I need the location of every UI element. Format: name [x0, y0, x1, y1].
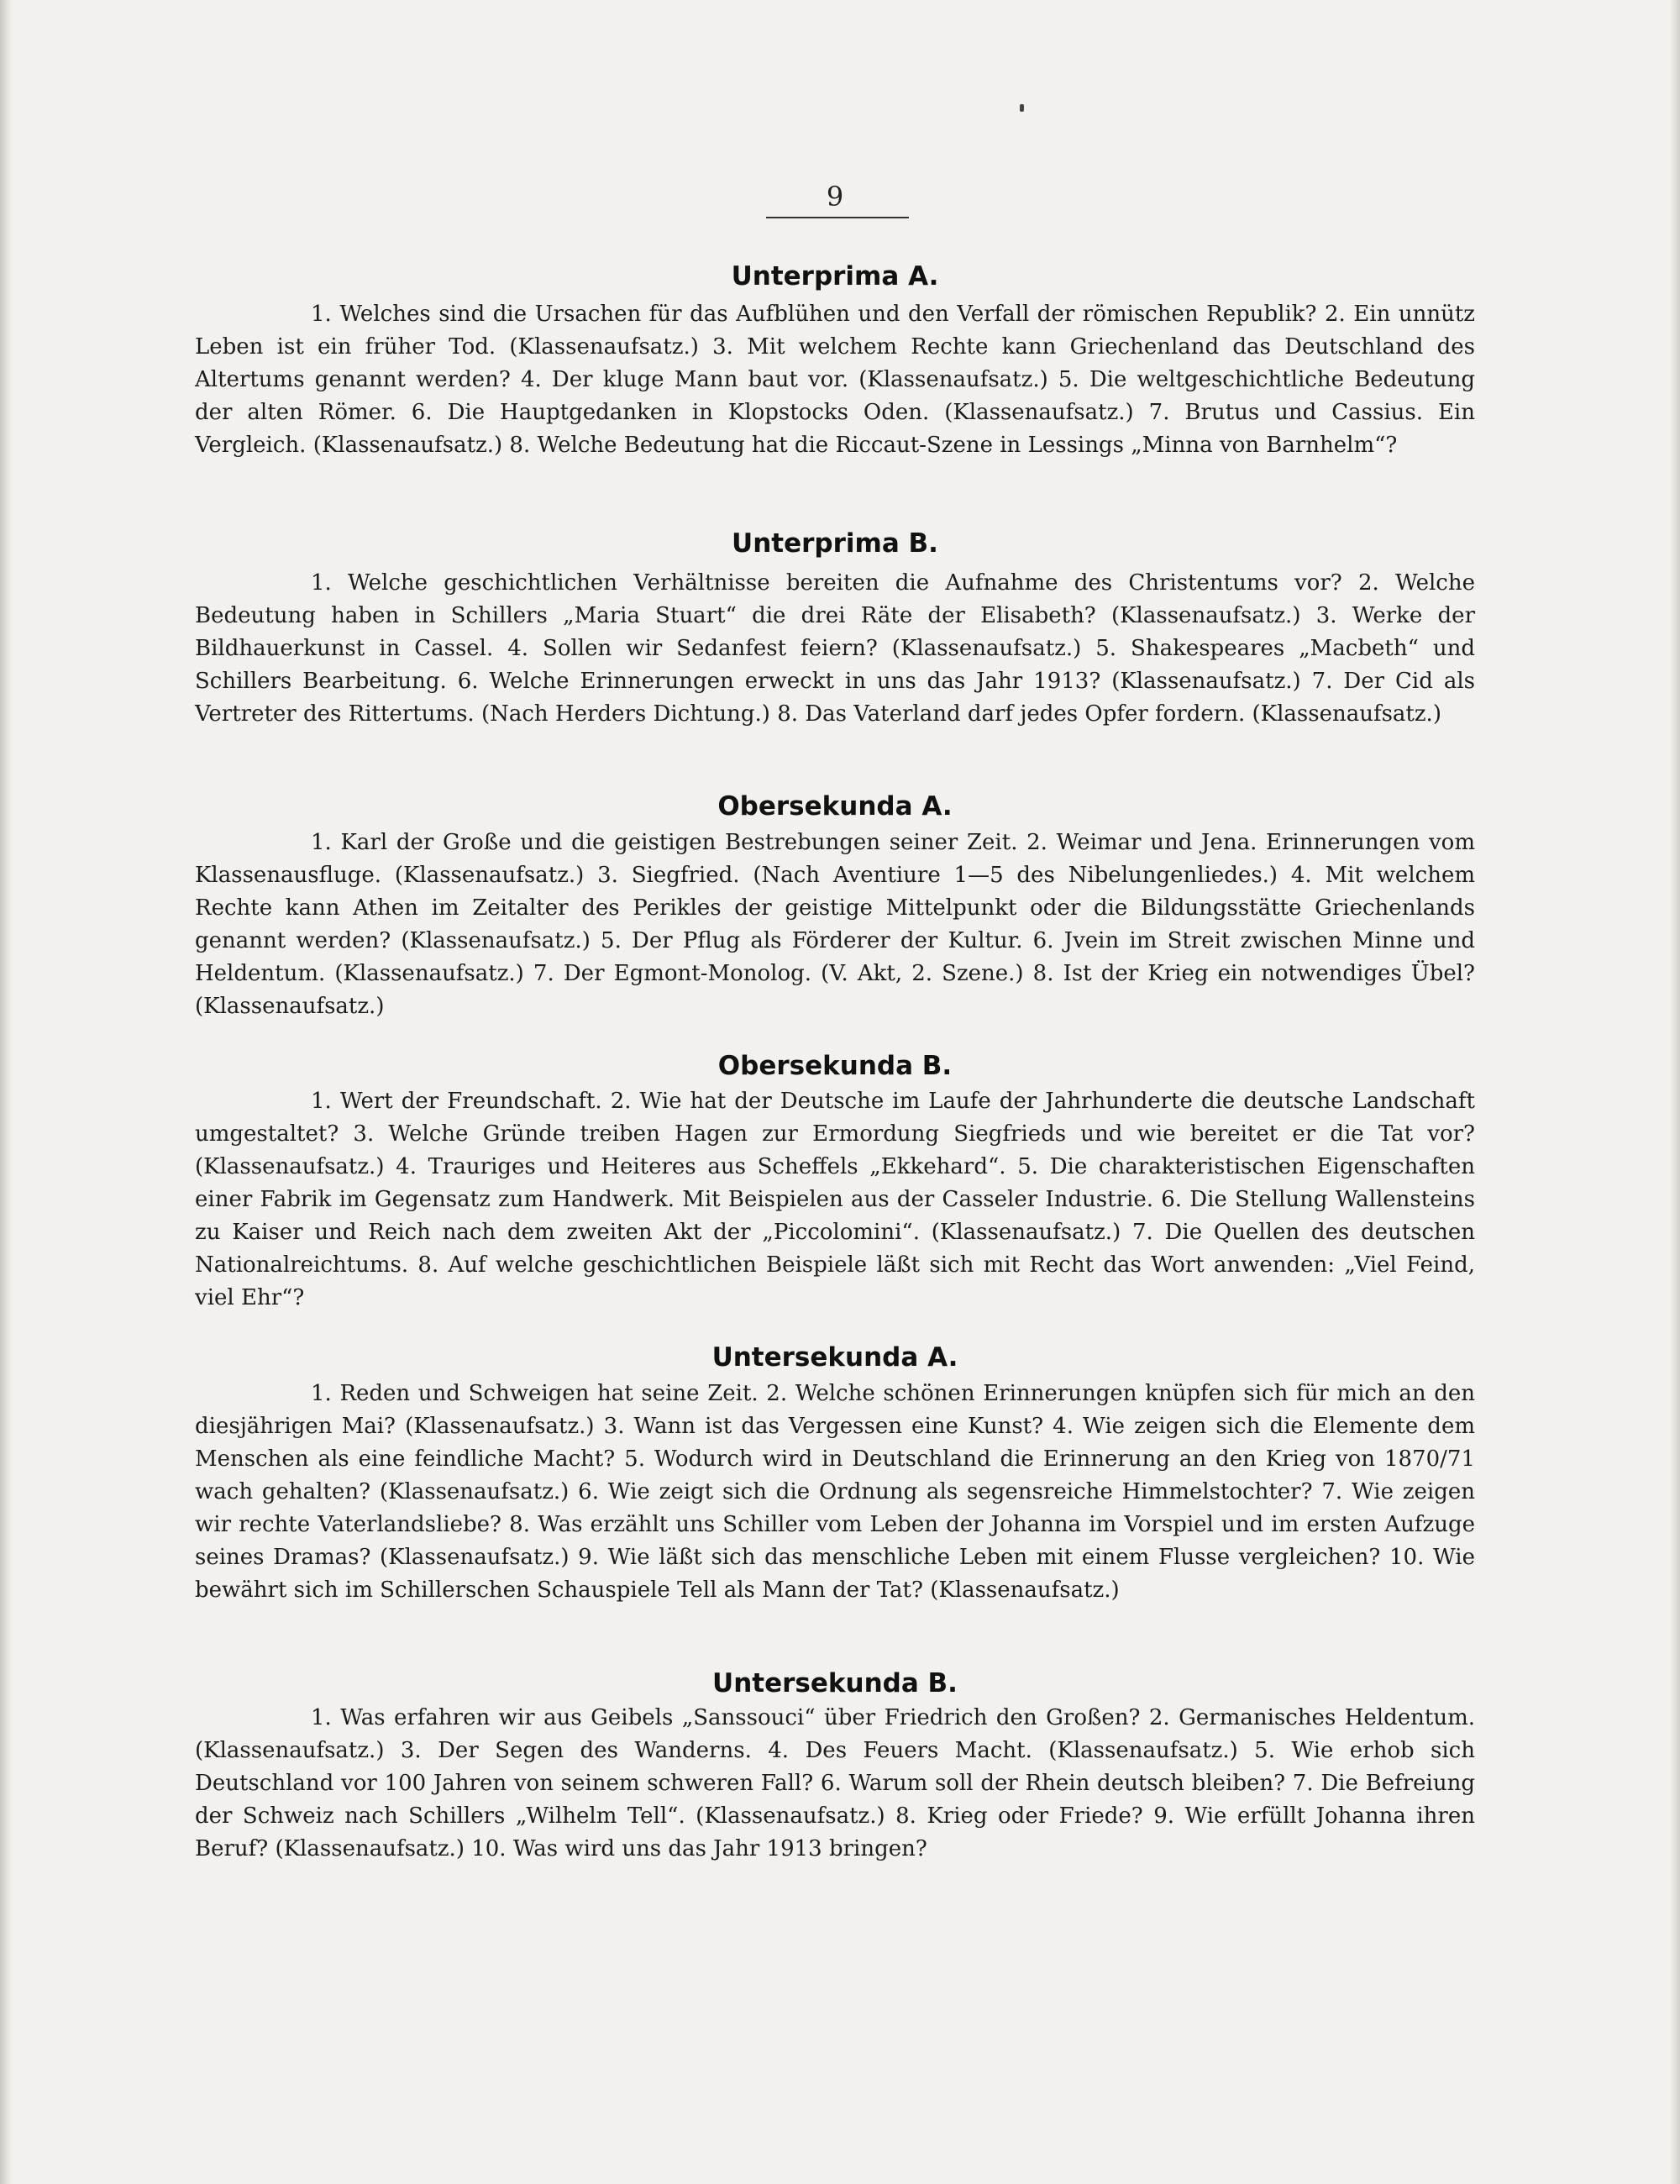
section-text-obersekunda-b: 1. Wert der Freundschaft. 2. Wie hat der Deutsche im Laufe der Jahrhunderte die deutsche Landschaft umgestaltet? 3. Welche Gründe treiben Hagen zur Ermordung Siegfrieds und wie bereitet er die Tat vor? (Klassenaufsatz.) 4. Trauriges und Heiteres aus Scheffels „Ekkehard“. 5. Die charakteristischen Eigenschaften einer Fabrik im Gegensatz zum Handwerk. Mit Beispielen aus der Casseler Industrie. 6. Die Stellung Wallensteins zu Kaiser und Reich nach dem zweiten Akt der „Piccolomini“. (Klassenaufsatz.) 7. Die Quellen des deutschen Nationalreichtums. 8. Auf welche geschichtlichen Beispiele läßt sich mit Recht das Wort anwenden: „Viel Feind, viel Ehr“?: [195, 1089, 1475, 1310]
scan-right-edge: [1670, 0, 1680, 2184]
document-page: [195, 0, 1475, 2184]
section-text-untersekunda-b: 1. Was erfahren wir aus Geibels „Sanssouci“ über Friedrich den Großen? 2. Germanisches Heldentum. (Klassenaufsatz.) 3. Der Segen des Wanderns. 4. Des Feuers Macht. (Klassenaufsatz.) 5. Wie erhob sich Deutschland vor 100 Jahren von seinem schweren Fall? 6. Warum soll der Rhein deutsch bleiben? 7. Die Befreiung der Schweiz nach Schillers „Wilhelm Tell“. (Klassenaufsatz.) 8. Krieg oder Friede? 9. Wie erfüllt Johanna ihren Beruf? (Klassenaufsatz.) 10. Was wird uns das Jahr 1913 bringen?: [195, 1705, 1475, 1861]
section-text-unterprima-b: 1. Welche geschichtlichen Verhältnisse bereiten die Aufnahme des Christentums vor? 2. Welche Bedeutung haben in Schillers „Maria Stuart“ die drei Räte der Elisabeth? (Klassenaufsatz.) 3. Werke der Bildhauerkunst in Cassel. 4. Sollen wir Sedanfest feiern? (Klassenaufsatz.) 5. Shakespeares „Macbeth“ und Schillers Bearbeitung. 6. Welche Erinnerungen erweckt in uns das Jahr 1913? (Klassenaufsatz.) 7. Der Cid als Vertreter des Rittertums. (Nach Herders Dichtung.) 8. Das Vaterland darf jedes Opfer fordern. (Klassenaufsatz.): [195, 570, 1475, 727]
section-text-untersekunda-a: 1. Reden und Schweigen hat seine Zeit. 2. Welche schönen Erinnerungen knüpfen sich für mich an den diesjährigen Mai? (Klassenaufsatz.) 3. Wann ist das Vergessen eine Kunst? 4. Wie zeigen sich die Elemente dem Menschen als eine feindliche Macht? 5. Wodurch wird in Deutschland die Erinnerung an den Krieg von 1870/71 wach gehalten? (Klassenaufsatz.) 6. Wie zeigt sich die Ordnung als segensreiche Himmelstochter? 7. Wie zeigen wir rechte Vaterlandsliebe? 8. Was erzählt uns Schiller vom Leben der Johanna im Vorspiel und im ersten Aufzuge seines Dramas? (Klassenaufsatz.) 9. Wie läßt sich das menschliche Leben mit einem Flusse vergleichen? 10. Wie bewährt sich im Schillerschen Schauspiele Tell als Mann der Tat? (Klassenaufsatz.): [195, 1381, 1475, 1603]
section-heading-obersekunda-b: Obersekunda B.: [717, 1051, 953, 1081]
section-heading-unterprima-a: Unterprima A.: [731, 261, 939, 291]
scan-left-edge: [0, 0, 12, 2184]
section-heading-untersekunda-a: Untersekunda A.: [711, 1342, 958, 1373]
section-text-obersekunda-a: 1. Karl der Große und die geistigen Bestrebungen seiner Zeit. 2. Weimar und Jena. Erinnerungen vom Klassenausfluge. (Klassenaufsatz.) 3. Siegfried. (Nach Aventiure 1—5 des Nibelungenliedes.) 4. Mit welchem Rechte kann Athen im Zeitalter des Perikles der geistige Mittelpunkt oder die Bildungsstätte Griechenlands genannt werden? (Klassenaufsatz.) 5. Der Pflug als Förderer der Kultur. 6. Jvein im Streit zwischen Minne und Heldentum. (Klassenaufsatz.) 7. Der Egmont-Monolog. (V. Akt, 2. Szene.) 8. Ist der Krieg ein notwendiges Übel? (Klassenaufsatz.): [195, 830, 1475, 1019]
section-heading-untersekunda-b: Untersekunda B.: [712, 1668, 958, 1698]
page-number-rule: [766, 217, 909, 218]
section-heading-obersekunda-a: Obersekunda A.: [717, 791, 953, 822]
section-text-unterprima-a: 1. Welches sind die Ursachen für das Aufblühen und den Verfall der römischen Republik? 2. Ein unnütz Leben ist ein früher Tod. (Klassenaufsatz.) 3. Mit welchem Rechte kann Griechenland das Deutschland des Altertums genannt werden? 4. Der kluge Mann baut vor. (Klassenaufsatz.) 5. Die weltgeschichtliche Bedeutung der alten Römer. 6. Die Hauptgedanken in Klopstocks Oden. (Klassenaufsatz.) 7. Brutus und Cassius. Ein Vergleich. (Klassenaufsatz.) 8. Welche Bedeutung hat die Riccaut-Szene in Lessings „Minna von Barnhelm“?: [195, 302, 1475, 458]
section-heading-unterprima-b: Unterprima B.: [732, 528, 938, 559]
page-number: 9: [826, 181, 844, 213]
